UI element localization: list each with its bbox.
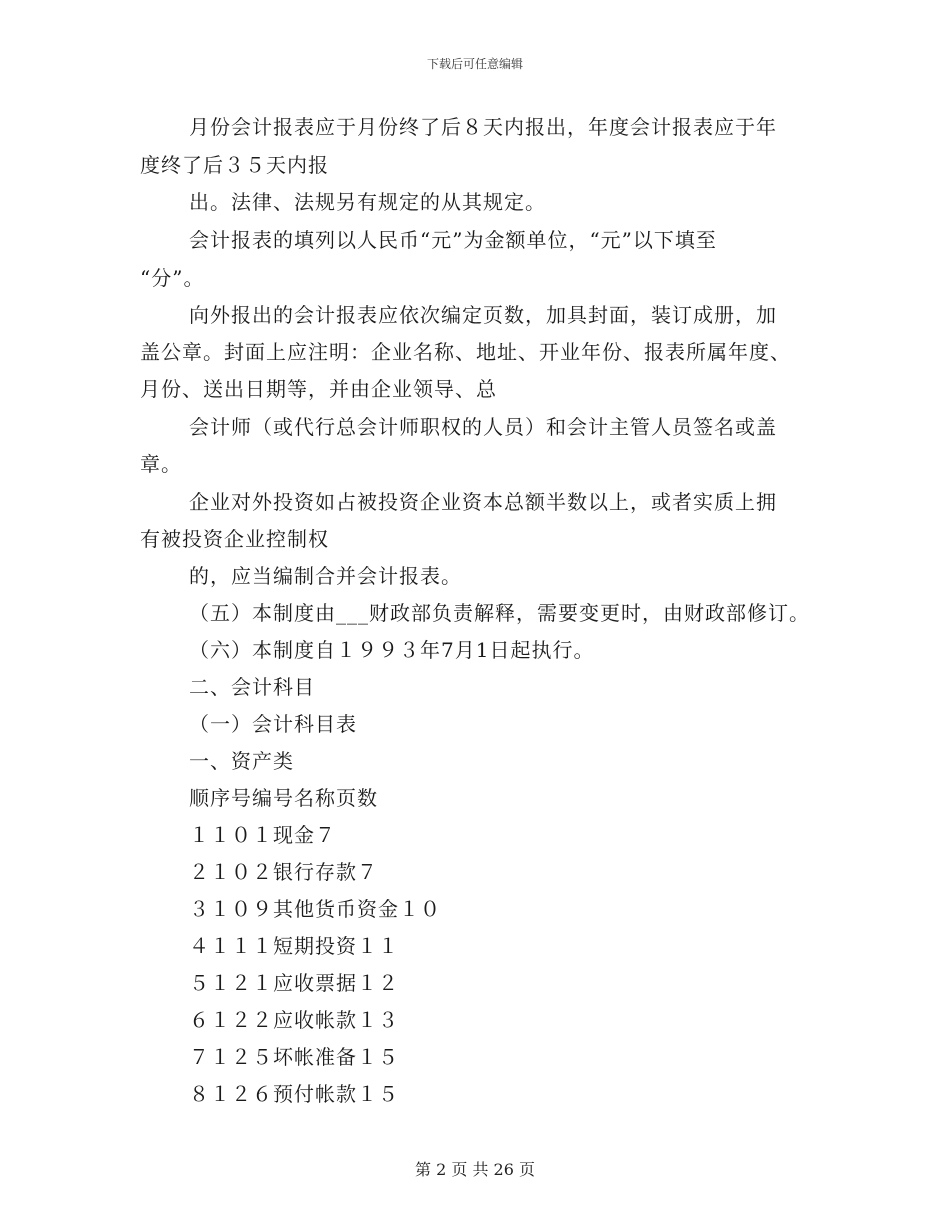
text-line: 的，应当编制合并会计报表。 (189, 564, 462, 588)
text-line: ２１０２银行存款７ (189, 860, 378, 884)
text-line: （五）本制度由___财政部负责解释，需要变更时，由财政部修订。 (189, 601, 810, 625)
text-line: ７１２５坏帐准备１５ (189, 1045, 399, 1069)
text-line: １１０１现金７ (189, 823, 336, 847)
page-footer: 第 2 页 共 26 页 (415, 1160, 535, 1179)
text-line: ８１２６预付帐款１５ (189, 1082, 399, 1106)
text-line: 月份会计报表应于月份终了后８天内报出，年度会计报表应于年 (189, 115, 777, 139)
text-line: 二、会计科目 (189, 675, 315, 699)
text-line: 顺序号编号名称页数 (189, 786, 378, 810)
text-line: 会计报表的填列以人民币“元”为金额单位，“元”以下填至 (189, 228, 717, 252)
text-line: 月份、送出日期等，并由企业领导、总 (140, 377, 497, 401)
text-line: 度终了后３５天内报 (140, 153, 329, 177)
page-header: 下载后可任意编辑 (426, 57, 523, 71)
text-line: 会计师（或代行总会计师职权的人员）和会计主管人员签名或盖 (189, 415, 777, 439)
text-line: “分”。 (140, 266, 205, 290)
text-line: 有被投资企业控制权 (140, 527, 329, 551)
text-line: ３１０９其他货币资金１０ (189, 897, 441, 921)
text-line: 企业对外投资如占被投资企业资本总额半数以上，或者实质上拥 (189, 490, 777, 514)
text-line: 向外报出的会计报表应依次编定页数，加具封面，装订成册，加 (189, 303, 777, 327)
text-line: ６１２２应收帐款１３ (189, 1008, 399, 1032)
text-line: 章。 (140, 452, 182, 476)
text-line: （一）会计科目表 (189, 712, 357, 736)
text-line: ５１２１应收票据１２ (189, 971, 399, 995)
text-line: 一、资产类 (189, 749, 294, 773)
text-line: 出。法律、法规另有规定的从其规定。 (189, 190, 546, 214)
text-line: ４１１１短期投资１１ (189, 934, 399, 958)
text-line: （六）本制度自１９９３年7月1日起执行。 (189, 638, 595, 662)
text-line: 盖公章。封面上应注明：企业名称、地址、开业年份、报表所属年度、 (140, 340, 791, 364)
